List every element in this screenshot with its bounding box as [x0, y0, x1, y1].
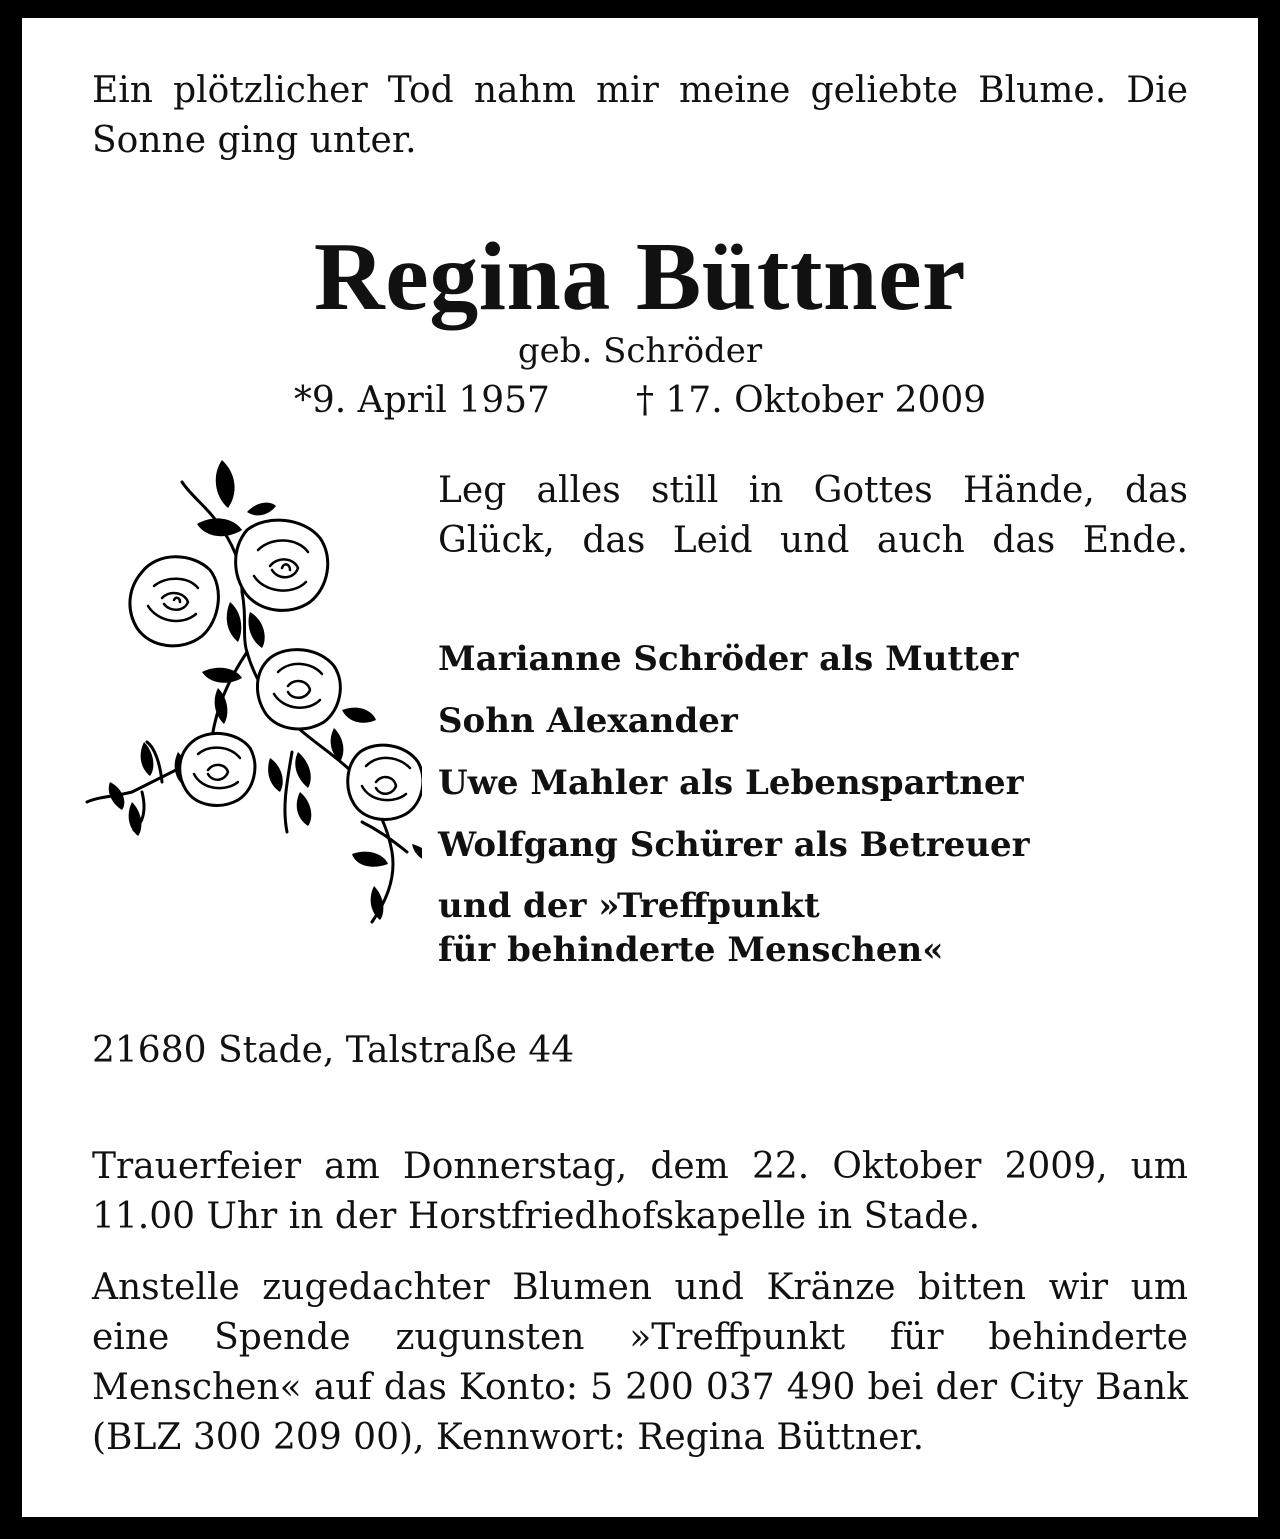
death-date: † 17. Oktober 2009	[635, 380, 987, 421]
intro-text: Ein plötzlicher Tod nahm mir meine geliebte Blume. Die Sonne ging unter.	[92, 70, 1188, 161]
service-info: Trauerfeier am Donnerstag, dem 22. Oktober 2009, um 11.00 Uhr in der Horstfriedhofskapelle in Stade.	[92, 1146, 1188, 1237]
address: 21680 Stade, Talstraße 44	[92, 1030, 575, 1071]
deceased-name: Regina Büttner	[313, 223, 967, 331]
obituary-notice	[92, 0, 1188, 1539]
mourner-group	[438, 884, 1188, 972]
mourner-partner: Uwe Mahler als Lebenspartner	[438, 763, 1024, 803]
life-dates	[92, 377, 1188, 425]
verse	[438, 466, 1188, 566]
birth-date: *9. April 1957	[293, 380, 550, 421]
mourner-son: Sohn Alexander	[438, 701, 738, 741]
mourner-group-line: und der »Treffpunkt	[438, 886, 820, 926]
mourner-mother: Marianne Schröder als Mutter	[438, 639, 1019, 679]
verse-line: Glück, das Leid und auch das Ende.	[438, 520, 1188, 561]
mourner-group-line: für behinderte Menschen«	[438, 930, 944, 970]
mourners-list	[438, 628, 1188, 972]
verse-line: Leg alles still in Gottes Hände, das	[438, 470, 1188, 511]
donation-request: Anstelle zugedachter Blumen und Kränze bitten wir um eine Spende zugunsten »Treffpunkt für behinderte Menschen« auf das Konto: 5 200 037 490 bei der City Bank (BLZ 300 209 00), Kennwort: Regina Büttner.	[92, 1267, 1188, 1458]
maiden-name: geb. Schröder	[517, 331, 763, 371]
mourner-caretaker: Wolfgang Schürer als Betreuer	[438, 825, 1030, 865]
rose-branch-icon	[42, 452, 422, 952]
